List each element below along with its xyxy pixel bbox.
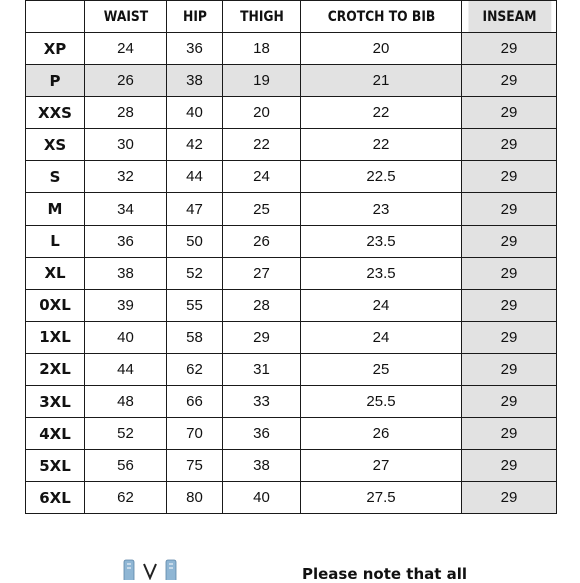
thigh-cell: 36 — [223, 418, 301, 450]
size-table — [25, 0, 557, 514]
size-cell: 0XL — [26, 289, 85, 321]
waist-cell: 24 — [85, 33, 167, 65]
waist-cell: 38 — [85, 257, 167, 289]
crotch-to-bib-cell: 27 — [301, 450, 462, 482]
crotch-to-bib-cell: 24 — [301, 289, 462, 321]
header-corner — [29, 1, 81, 33]
inseam-cell: 29 — [462, 482, 557, 514]
crotch-to-bib-cell: 24 — [301, 321, 462, 353]
header-inseam: INSEAM — [467, 1, 551, 33]
hip-cell: 75 — [167, 450, 223, 482]
hip-cell: 44 — [167, 161, 223, 193]
size-cell: XXS — [26, 97, 85, 129]
size-cell: M — [26, 193, 85, 225]
table-row — [26, 33, 557, 65]
header-row — [26, 1, 557, 33]
thigh-cell: 31 — [223, 353, 301, 385]
size-cell: L — [26, 225, 85, 257]
inseam-cell: 29 — [462, 97, 557, 129]
hip-cell: 66 — [167, 386, 223, 418]
crotch-to-bib-cell: 20 — [301, 33, 462, 65]
thigh-cell: 26 — [223, 225, 301, 257]
waist-cell: 40 — [85, 321, 167, 353]
crotch-to-bib-cell: 27.5 — [301, 482, 462, 514]
inseam-cell: 29 — [462, 193, 557, 225]
table-row — [26, 386, 557, 418]
thigh-cell: 33 — [223, 386, 301, 418]
hip-cell: 58 — [167, 321, 223, 353]
inseam-cell: 29 — [462, 33, 557, 65]
table-header — [26, 1, 557, 33]
hip-cell: 47 — [167, 193, 223, 225]
hip-cell: 55 — [167, 289, 223, 321]
inseam-cell: 29 — [462, 161, 557, 193]
size-cell: 3XL — [26, 386, 85, 418]
thigh-cell: 19 — [223, 65, 301, 97]
size-cell: XP — [26, 33, 85, 65]
thigh-cell: 18 — [223, 33, 301, 65]
thigh-cell: 20 — [223, 97, 301, 129]
thigh-cell: 25 — [223, 193, 301, 225]
crotch-to-bib-cell: 26 — [301, 418, 462, 450]
hip-cell: 80 — [167, 482, 223, 514]
thigh-cell: 28 — [223, 289, 301, 321]
waist-cell: 28 — [85, 97, 167, 129]
hip-cell: 36 — [167, 33, 223, 65]
table-row — [26, 193, 557, 225]
inseam-cell: 29 — [462, 386, 557, 418]
hip-cell: 62 — [167, 353, 223, 385]
size-cell: XL — [26, 257, 85, 289]
size-cell: 1XL — [26, 321, 85, 353]
header-crotch-to-bib: CROTCH TO BIB — [310, 1, 452, 33]
table-row — [26, 450, 557, 482]
hip-cell: 50 — [167, 225, 223, 257]
hip-cell: 40 — [167, 97, 223, 129]
size-cell: 2XL — [26, 353, 85, 385]
hip-cell: 42 — [167, 129, 223, 161]
header-waist: WAIST — [89, 1, 161, 33]
waist-cell: 34 — [85, 193, 167, 225]
waist-cell: 36 — [85, 225, 167, 257]
size-cell: 5XL — [26, 450, 85, 482]
crotch-to-bib-cell: 23 — [301, 193, 462, 225]
inseam-cell: 29 — [462, 289, 557, 321]
table-row — [26, 161, 557, 193]
table-row — [26, 65, 557, 97]
table-row — [26, 482, 557, 514]
thigh-cell: 29 — [223, 321, 301, 353]
inseam-cell: 29 — [462, 450, 557, 482]
waist-cell: 44 — [85, 353, 167, 385]
thigh-cell: 40 — [223, 482, 301, 514]
crotch-to-bib-cell: 25.5 — [301, 386, 462, 418]
table-row — [26, 321, 557, 353]
waist-cell: 39 — [85, 289, 167, 321]
table-row — [26, 225, 557, 257]
suspender-icon — [120, 558, 190, 580]
inseam-cell: 29 — [462, 65, 557, 97]
thigh-cell: 27 — [223, 257, 301, 289]
inseam-cell: 29 — [462, 321, 557, 353]
hip-cell: 52 — [167, 257, 223, 289]
waist-cell: 30 — [85, 129, 167, 161]
hip-cell: 70 — [167, 418, 223, 450]
waist-cell: 48 — [85, 386, 167, 418]
thigh-cell: 24 — [223, 161, 301, 193]
table-row — [26, 257, 557, 289]
hip-cell: 38 — [167, 65, 223, 97]
footer-note: Please note that all — [302, 565, 468, 583]
size-cell: XS — [26, 129, 85, 161]
header-hip: HIP — [170, 1, 219, 33]
waist-cell: 32 — [85, 161, 167, 193]
table-row — [26, 418, 557, 450]
crotch-to-bib-cell: 22 — [301, 129, 462, 161]
table-body — [26, 33, 557, 514]
table-row — [26, 289, 557, 321]
size-chart — [25, 0, 556, 514]
size-cell: 4XL — [26, 418, 85, 450]
inseam-cell: 29 — [462, 418, 557, 450]
table-row — [26, 353, 557, 385]
thigh-cell: 38 — [223, 450, 301, 482]
table-row — [26, 129, 557, 161]
header-thigh: THIGH — [227, 1, 296, 33]
inseam-cell: 29 — [462, 257, 557, 289]
waist-cell: 26 — [85, 65, 167, 97]
inseam-cell: 29 — [462, 129, 557, 161]
waist-cell: 56 — [85, 450, 167, 482]
size-cell: 6XL — [26, 482, 85, 514]
crotch-to-bib-cell: 23.5 — [301, 257, 462, 289]
size-cell: S — [26, 161, 85, 193]
waist-cell: 52 — [85, 418, 167, 450]
crotch-to-bib-cell: 21 — [301, 65, 462, 97]
crotch-to-bib-cell: 25 — [301, 353, 462, 385]
table-row — [26, 97, 557, 129]
crotch-to-bib-cell: 22.5 — [301, 161, 462, 193]
thigh-cell: 22 — [223, 129, 301, 161]
inseam-cell: 29 — [462, 353, 557, 385]
inseam-cell: 29 — [462, 225, 557, 257]
waist-cell: 62 — [85, 482, 167, 514]
crotch-to-bib-cell: 22 — [301, 97, 462, 129]
size-cell: P — [26, 65, 85, 97]
crotch-to-bib-cell: 23.5 — [301, 225, 462, 257]
